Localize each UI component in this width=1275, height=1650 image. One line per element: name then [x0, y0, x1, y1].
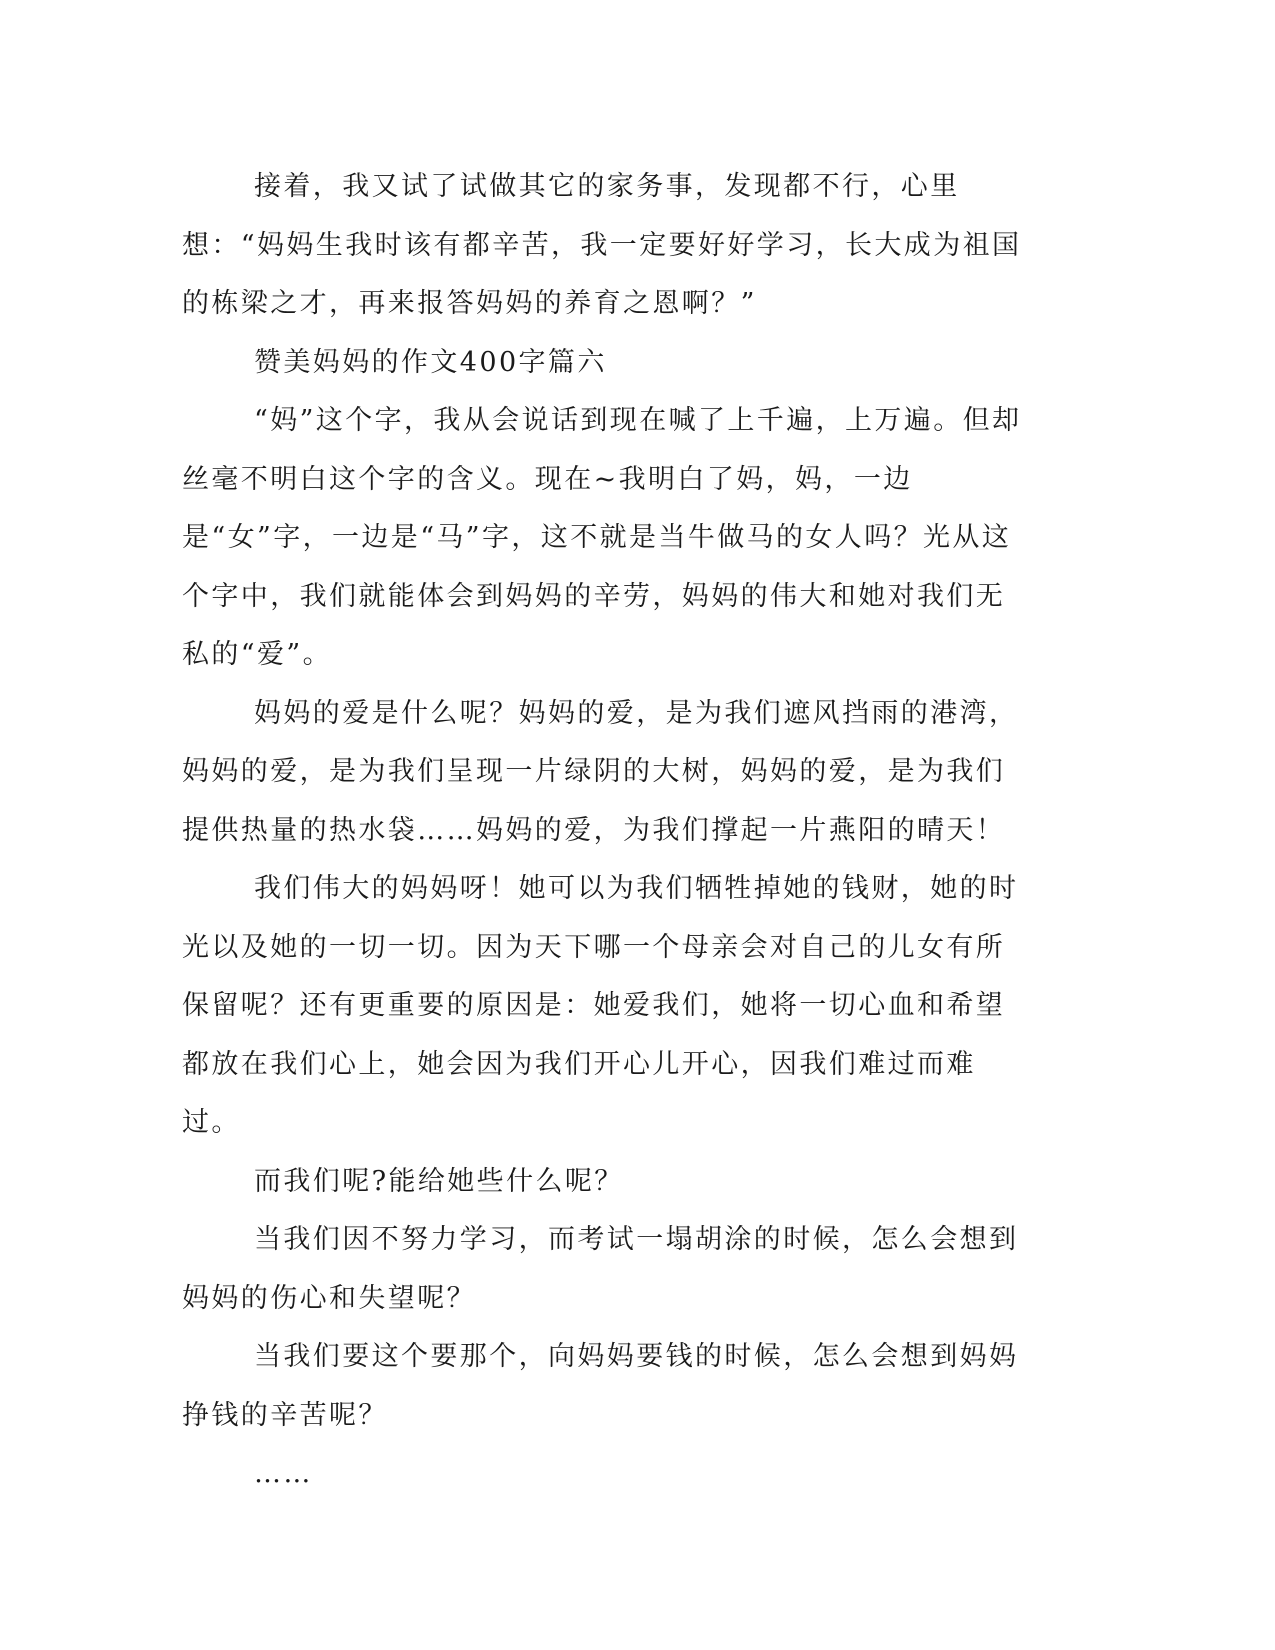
document-body	[182, 158, 1032, 1504]
paragraph: 接着，我又试了试做其它的家务事，发现都不行，心里想：“妈妈生我时该有都辛苦，我一定要好好学习，长大成为祖国的栋梁之才，再来报答妈妈的养育之恩啊？”	[182, 171, 1022, 319]
paragraph: 妈妈的爱是什么呢？妈妈的爱，是为我们遮风挡雨的港湾，妈妈的爱，是为我们呈现一片绿阴的大树，妈妈的爱，是为我们提供热量的热水袋……妈妈的爱，为我们撑起一片燕阳的晴天！	[182, 697, 1019, 846]
paragraph: 当我们要这个要那个，向妈妈要钱的时候，怎么会想到妈妈挣钱的辛苦呢？	[182, 1341, 1019, 1431]
paragraph: “妈”这个字，我从会说话到现在喊了上千遍，上万遍。但却丝毫不明白这个字的含义。现在~我明白了妈，妈，一边是“女”字，一边是“马”字，这不就是当牛做马的女人吗？光从这个字中，我们就能体会到妈妈的辛劳，妈妈的伟大和她对我们无私的“爱”。	[182, 405, 1022, 670]
paragraph: 当我们因不努力学习，而考试一塌胡涂的时候，怎么会想到妈妈的伤心和失望呢？	[182, 1224, 1019, 1314]
ellipsis-paragraph: ……	[254, 1458, 313, 1489]
paragraph: 而我们呢?能给她些什么呢？	[254, 1165, 624, 1197]
section-heading: 赞美妈妈的作文400字篇六	[254, 346, 607, 378]
paragraph: 我们伟大的妈妈呀！她可以为我们牺牲掉她的钱财，她的时光以及她的一切一切。因为天下哪一个母亲会对自己的儿女有所保留呢？还有更重要的原因是：她爱我们，她将一切心血和希望都放在我们心上，她会因为我们开心儿开心，因我们难过而难过。	[182, 873, 1019, 1138]
